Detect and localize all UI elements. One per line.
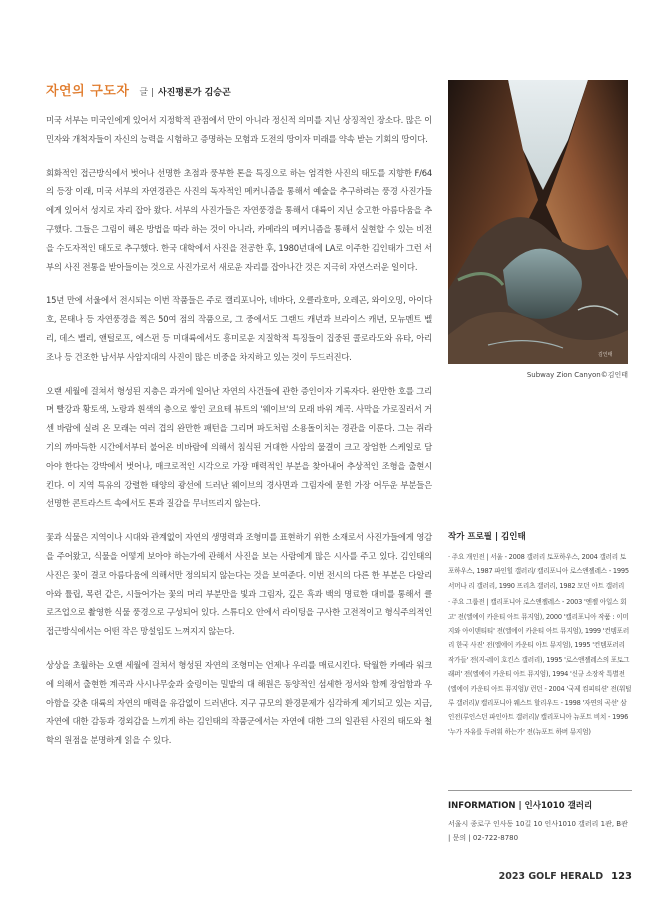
article-paragraph: 15년 만에 서울에서 전시되는 이번 작품들은 주로 캘리포니아, 네바다, 오클라호마, 오레곤, 와이오밍, 아이다호, 몬태나 등 자연풍경을 찍은 50여 점의 작품으로, 그 중에서도 그랜드 캐년과 브라이스 캐년, 모뉴멘트 벨리, 데스 밸리, 앤털로프, 에스펀 등 미대륙에서도 흥미로운 지질학적 특징들이 집중된 콜로라도와 유타, 아리조나 등 건조한 남서부 사암지대의 사진이 많은 비중을 차지하고 있는 것이 두드러진다. [46,295,432,362]
article-header [46,80,432,99]
profile-title: 작가 프로필 | 김인태 [448,532,526,542]
byline [139,85,230,98]
info-title: INFORMATION | 인사1010 갤러리 [448,801,593,811]
article-column [46,80,432,765]
photo-caption: Subway Zion Canyon©김인태 [526,371,628,379]
profile-solo-exhibitions: · 주요 개인전 | 서울 - 2008 갤러리 토포하우스, 2004 갤러리 토포하우스, 1987 파인힐 갤러리/ 캘리포니아 로스앤젤레스 - 1995 서머나 리 갤러리, 1990 프리츠 갤러리, 1982 모던 아트 갤러리 [448,553,629,590]
byline-prefix: 글 | [139,88,154,98]
photo-column [448,80,632,380]
page-footer [499,871,632,882]
article-paragraph: 회화적인 접근방식에서 벗어나 선명한 초점과 풍부한 톤을 특징으로 하는 엄격한 사진의 태도를 지향한 F/64의 등장 이래, 미국 서부의 자연경관은 사진의 독자적인 메커니즘을 통해서 예술을 추구하려는 풍경 사진가들에게 있어서 성지로 자리 잡아 왔다. 서부의 사진가들은 자연풍경을 통해서 대륙이 지닌 숭고한 아름다움을 추구했다. 그들은 그림이 해온 방법을 따라 하는 것이 아니라, 카메라의 메커니즘을 통해서 실현할 수 있는 비전을 수도자적인 태도로 추구했다. 한국 대학에서 사진을 전공한 후, 1980년대에 LA로 이주한 김인태가 그런 서부의 사진 전통을 받아들이는 것으로 사진가로서 새로운 자리를 잡아나간 것은 지극히 자연스러운 일이다. [46,167,432,272]
photo-watermark: 김인태 [598,352,613,358]
profile-group-exhibitions: · 주요 그룹전 | 캘리포니아 로스앤젤레스 - 2003 '엔젤 아일스 회고' 전(엘에이 카운티 아트 뮤지엄), 2000 '캘리포니아 작품 : 이미지와 아이덴티티' 전(엘에이 카운티 아트 뮤지엄), 1999 '컨템포러리 한국 사진' 전(엘에이 카운티 아트 뮤지엄), 1995 '컨템포러리 작가들' 전(지-레이 호킨스 갤러리), 1995 '로스앤젤레스의 포토그래퍼' 전(엘에이 카운티 아트 뮤지엄), 1994 '신규 소장작 특별전(엘에이 카운티 아트 뮤지엄)/ 런던 - 2004 '국제 컴피티션' 전(워털루 갤러리)/ 캘리포니아 웨스트 할리우드 - 1998 '자연의 곡선' 삼인전(루인스던 파인아트 갤러리)/ 캘리포니아 뉴포트 비치 - 1996 '누가 자유를 두려워 하는가' 전(뉴포트 하버 뮤지엄) [448,598,632,736]
canyon-illustration [448,80,628,364]
artist-profile [448,530,632,741]
page-number: 123 [611,871,632,882]
article-paragraph: 상상을 초월하는 오랜 세월에 걸쳐서 형성된 자연의 조형미는 언제나 우리를 매료시킨다. 탁월한 카메라 워크에 의해서 출현한 계곡과 사시나무숲과 숲링이는 밀밭의 대 해원은 동양적인 섬세한 정서와 함께 장엄함과 우아함을 갖춘 대륙의 자연의 매력을 유감없이 드러낸다. 지구 규모의 환경문제가 심각하게 제기되고 있는 지금, 자연에 대한 감동과 경외감을 느끼게 하는 김인태의 작품군에서는 자연에 대한 그의 일관된 사진의 태도와 철학의 원점을 분명하게 읽을 수 있다. [46,659,432,746]
article-paragraph: 미국 서부는 미국인에게 있어서 지정학적 관점에서 만이 아니라 정신적 의미를 지닌 상징적인 장소다. 많은 이민자와 개척자들이 자신의 능력을 시험하고 증명하는 모험과 도전의 땅이자 미래를 약속 받는 기회의 땅이다. [46,115,432,144]
info-divider [448,790,632,791]
footer-brand: 2023 GOLF HERALD [498,871,604,882]
information-box [448,790,632,845]
info-address: 서울시 종로구 인사동 10길 10 인사1010 갤러리 1관, B관 [448,820,628,828]
article-title: 자연의 구도자 [46,84,130,99]
byline-author: 사진평론가 김승곤 [157,88,231,98]
article-paragraph: 꽃과 식물은 지역이나 시대와 관계없이 자연의 생명력과 조형미를 표현하기 위한 소재로서 사진가들에게 영감을 주어왔고, 식물을 어떻게 보아야 하는가에 관해서 사진을 보는 사람에게 많은 시사를 주고 있다. 김인태의 사진은 꽃이 결코 아름다움에 의해서만 정의되지 않는다는 것을 보여준다. 이번 전시의 다른 한 부분은 다알리아와 튤립, 목련 같은, 시들어가는 꽃의 머리 부분만을 빛과 그림자, 깊은 흑과 백의 명료한 대비를 통해서 클로즈업으로 촬영한 식물 풍경으로 구성되어 있다. 스튜디오 안에서 라이팅을 구사한 고전적이고 형식주의적인 접근방식에서는 어떤 작은 망설임도 느껴지지 않는다. [46,532,432,637]
article-paragraph: 오랜 세월에 걸쳐서 형성된 지층은 과거에 일어난 자연의 사건들에 관한 증인이자 기록자다. 완만한 호를 그리며 빨강과 황토색, 노랑과 흰색의 층으로 쌓인 코요테 뷰트의 '웨이브'의 모래 바위 계곡. 사막을 가로질러서 거센 바람에 실려 온 모래는 여러 겹의 완만한 패턴을 그리며 파도처럼 소용돌이치는 경관을 이룬다. 그는 쥐라기의 까마득한 시간에서부터 불어온 비바람에 의해서 침식된 거대한 사암의 물결이 크고 장엄한 스케일로 담아야 한다는 강박에서 벗어나, 매크로적인 시각으로 가장 매력적인 부분을 찾아내어 추상적인 조형을 출현시킨다. 이 지역 특유의 강렬한 태양의 광선에 드러난 웨이브의 경사면과 그림자에 묻힌 가장 어두운 부분들은 선명한 콘트라스트 속에서도 톤과 질감을 무너뜨리지 않는다. [46,385,432,509]
canyon-photo [448,80,628,364]
info-contact: | 문의 | 02-722-8780 [448,834,519,842]
